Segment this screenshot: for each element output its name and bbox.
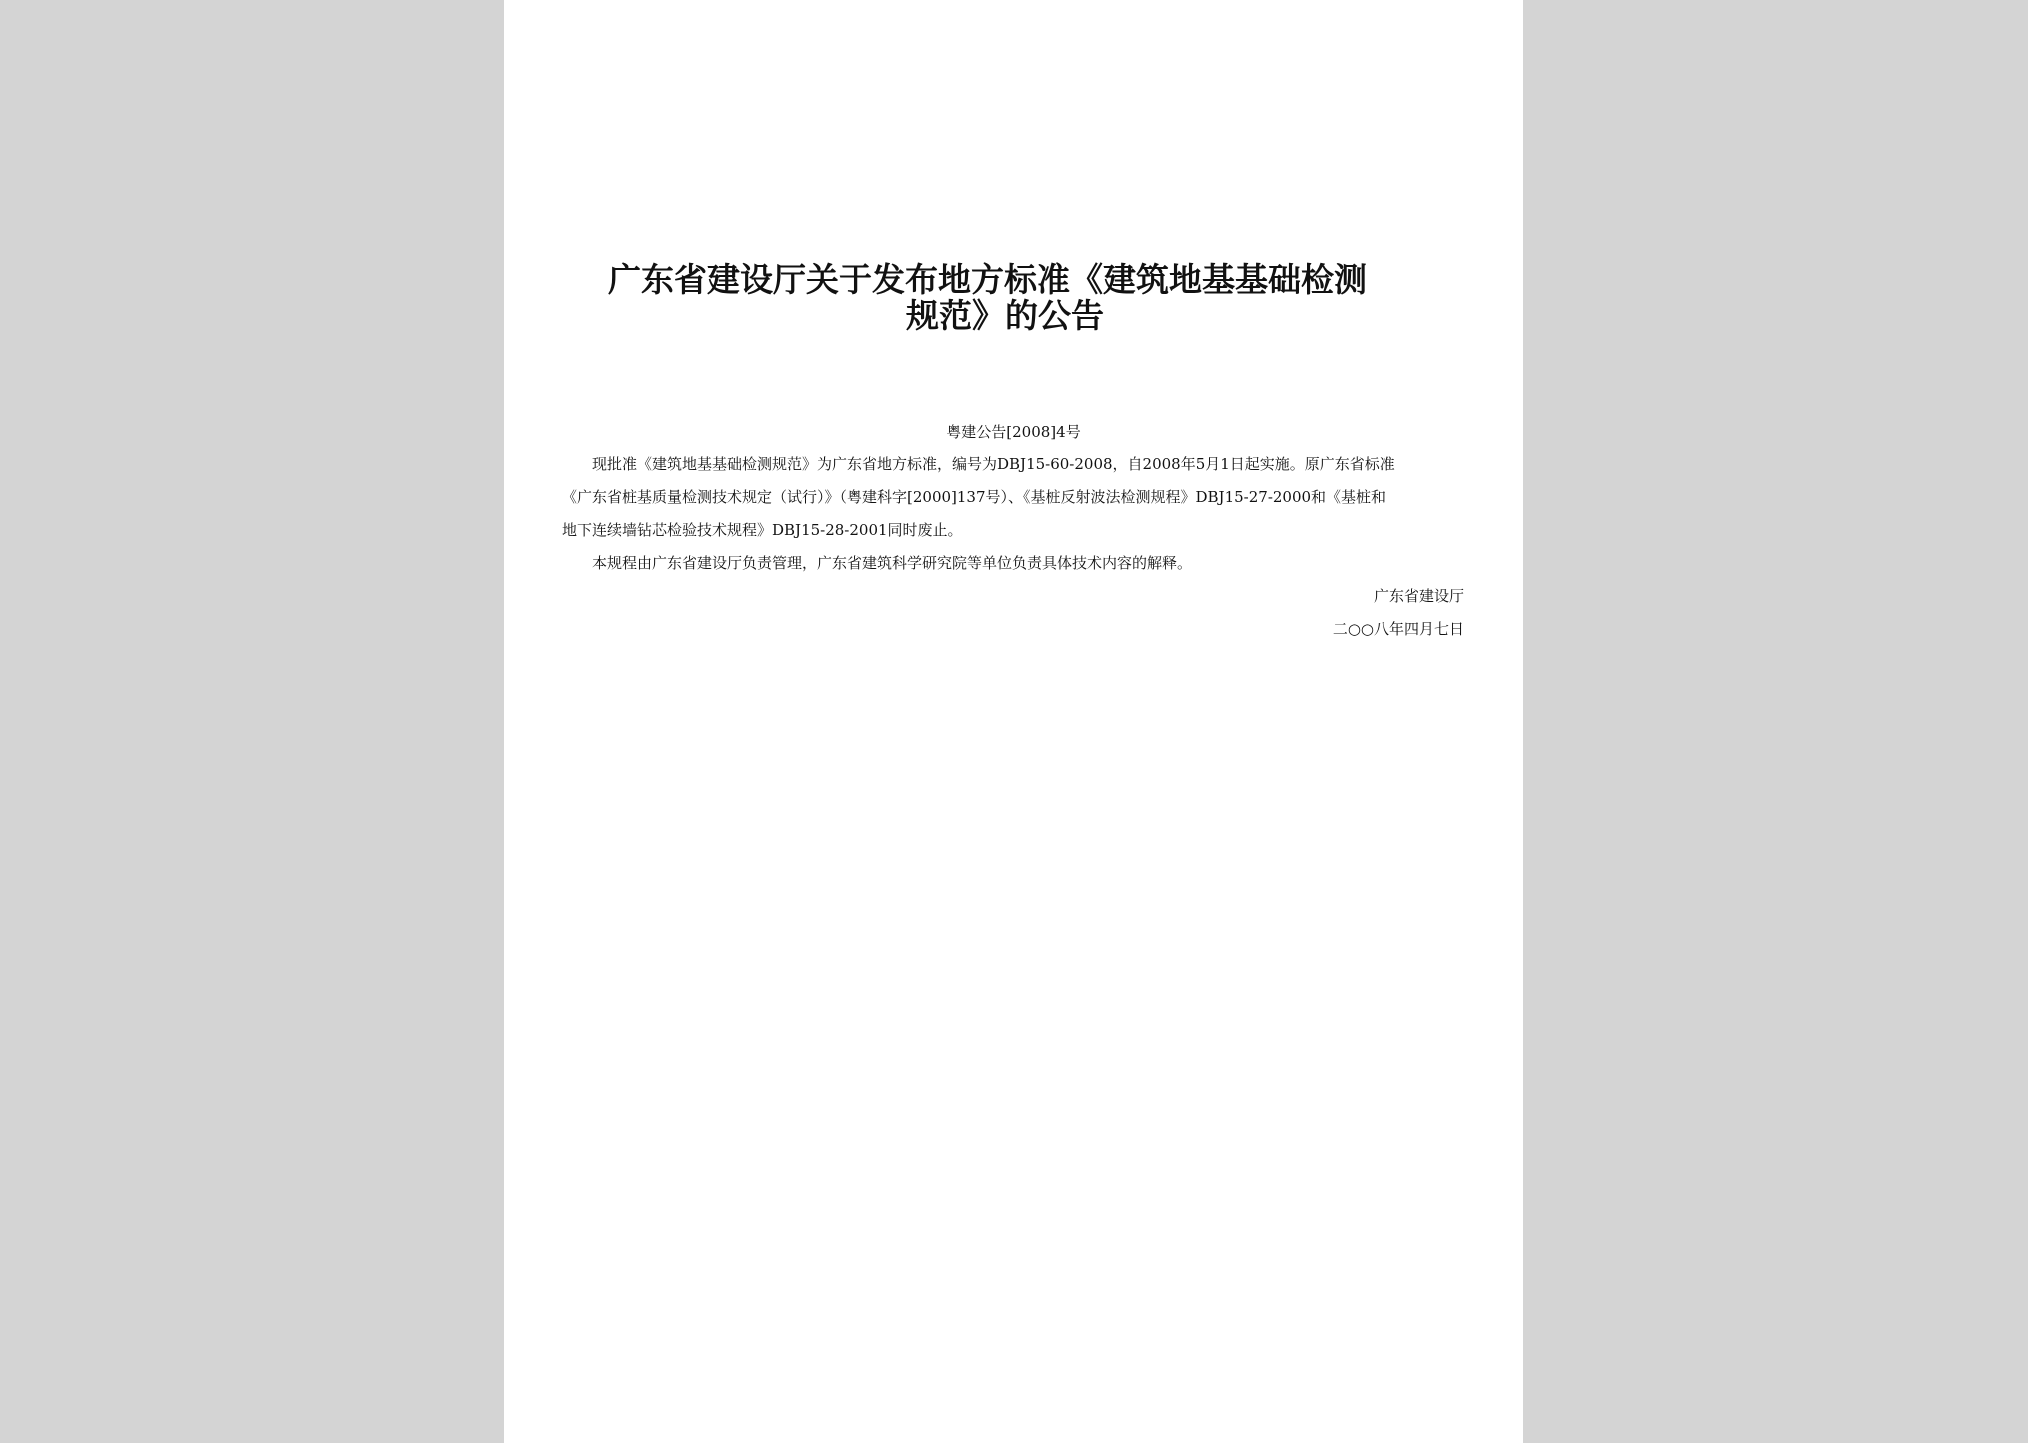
document-number: 粤建公告[2008]4号 [946, 423, 1081, 441]
document-title [594, 262, 1444, 334]
document-page [504, 0, 1523, 1443]
title-line-1: 广东省建设厅关于发布地方标准《建筑地基基础检测 [608, 260, 1367, 299]
issuer-signature: 广东省建设厅 [1373, 587, 1464, 605]
paragraph-1-line-2: 《广东省桩基质量检测技术规定（试行）》（粤建科字[2000]137号）、《基桩反射波法检测规程》DBJ15-27-2000和《基桩和 [562, 488, 1387, 506]
issue-date: 二○○八年四月七日 [1332, 620, 1464, 638]
paragraph-1-line-1: 现批准《建筑地基基础检测规范》为广东省地方标准，编号为DBJ15-60-2008，自2008年5月1日起实施。原广东省标准 [592, 455, 1395, 473]
paragraph-2: 本规程由广东省建设厅负责管理，广东省建筑科学研究院等单位负责具体技术内容的解释。 [592, 554, 1193, 572]
title-line-2: 规范》的公告 [906, 296, 1104, 335]
paragraph-1-line-3: 地下连续墙钻芯检验技术规程》DBJ15-28-2001同时废止。 [562, 521, 963, 539]
